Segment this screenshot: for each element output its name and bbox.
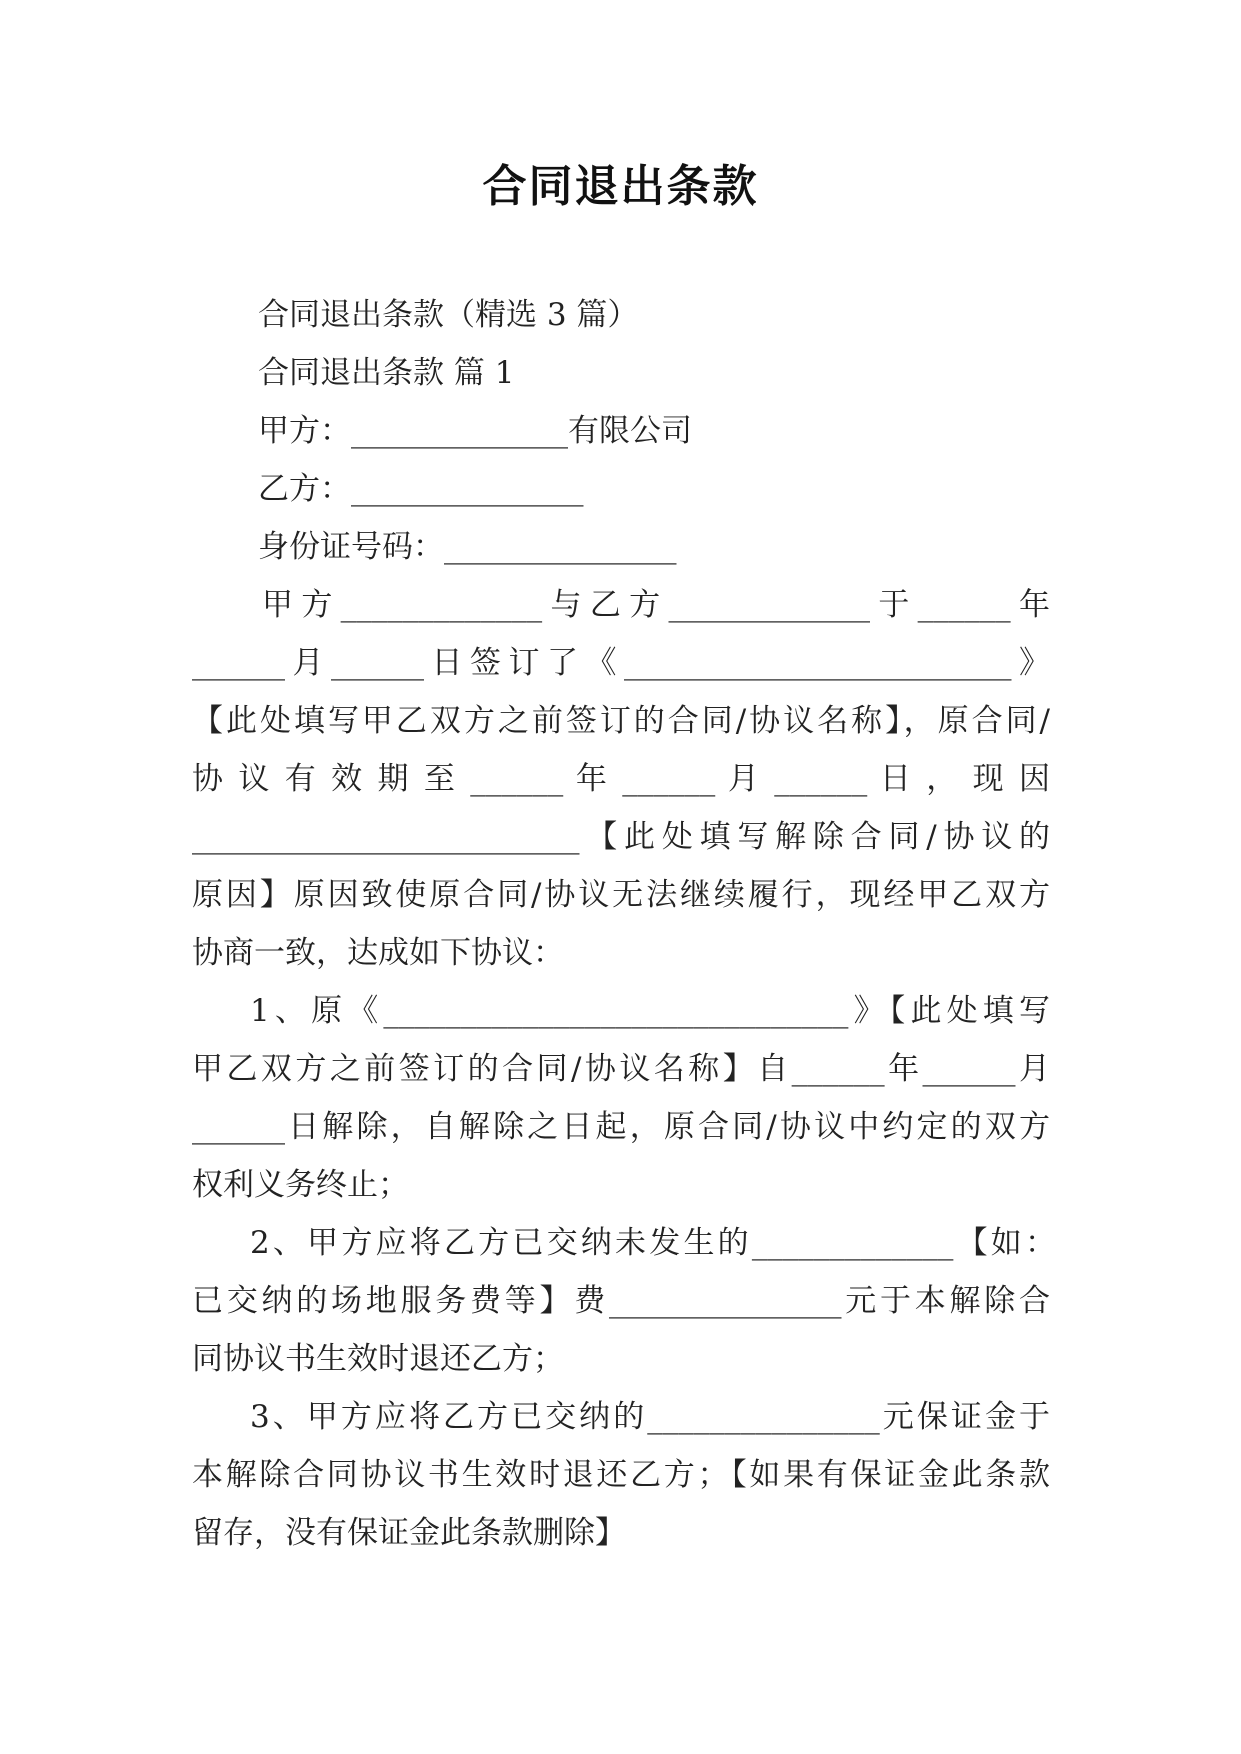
subtitle-line: 合同退出条款（精选 3 篇） [258, 297, 639, 333]
id-number-line: 身份证号码：_______________ [258, 529, 677, 565]
clause-2-line: 同协议书生效时退还乙方； [192, 1341, 564, 1377]
party-b-line: 乙方：_______________ [258, 471, 584, 507]
document-title: 合同退出条款 [482, 161, 759, 212]
paragraph-line: _________________________【此处填写解除合同/协议的 [192, 819, 1050, 855]
clause-3-line: 留存，没有保证金此条款删除】 [192, 1515, 626, 1551]
party-a-line: 甲方：______________有限公司 [258, 413, 692, 449]
paragraph-line: 原因】原因致使原合同/协议无法继续履行，现经甲乙双方 [192, 877, 1050, 913]
clause-1-line: 1、原《______________________________》【此处填写 [250, 993, 1050, 1029]
clause-1-line: 甲乙双方之前签订的合同/协议名称】自______年______月 [192, 1051, 1050, 1087]
paragraph-line: 【此处填写甲乙双方之前签订的合同/协议名称】，原合同/ [192, 703, 1050, 739]
clause-1-line: ______日解除，自解除之日起，原合同/协议中约定的双方 [192, 1109, 1050, 1145]
clause-3-line: 3、甲方应将乙方已交纳的_______________元保证金于 [250, 1399, 1050, 1435]
paragraph-line: 甲方_____________与乙方_____________于______年 [262, 587, 1050, 623]
clause-3-line: 本解除合同协议书生效时退还乙方；【如果有保证金此条款 [192, 1457, 1050, 1493]
paragraph-line: ______月______日签订了《_________________________》 [192, 645, 1050, 681]
paragraph-line: 协 议 有 效 期 至 ______ 年 ______ 月 ______ 日 ， 现 因 [192, 761, 1050, 797]
clause-1-line: 权利义务终止； [192, 1167, 409, 1203]
paragraph-line: 协商一致，达成如下协议： [192, 935, 564, 971]
section-heading: 合同退出条款 篇 1 [258, 355, 515, 391]
clause-2-line: 2、甲方应将乙方已交纳未发生的_____________【如： [250, 1225, 1056, 1261]
clause-2-line: 已交纳的场地服务费等】费_______________元于本解除合 [192, 1283, 1050, 1319]
